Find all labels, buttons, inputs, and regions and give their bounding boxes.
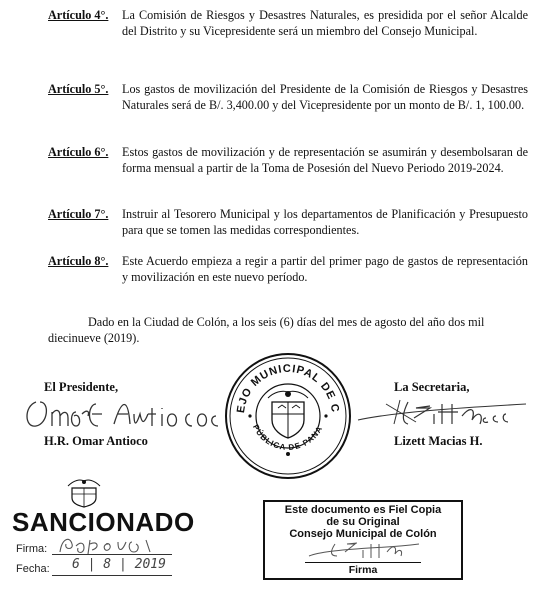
article-label: Artículo 7°. [48, 207, 109, 221]
secretary-signature [356, 392, 532, 432]
article-7 [48, 207, 528, 238]
stamp-line-1: Este documento es Fiel Copia [284, 504, 442, 516]
stamp-firma-line [305, 562, 421, 563]
stamp-signature [305, 538, 425, 560]
sanctioned-word: SANCIONADO [12, 507, 195, 537]
article-text: Los gastos de movilización del Presidente de la Comisión de Riesgos y Desastres Naturales será de B/. 3,400.00 y del Vicepresidente por un monto de B/. 1, 100.00. [122, 82, 528, 112]
firma-label: Firma: [16, 543, 48, 555]
sanctioned-stamp [12, 480, 212, 590]
president-title: El Presidente, [44, 380, 119, 394]
article-label: Artículo 8°. [48, 254, 109, 268]
secretary-title: La Secretaria, [394, 380, 470, 394]
stamp-line-2: de su Original [326, 516, 400, 528]
article-5 [48, 82, 528, 113]
coat-of-arms-icon [64, 478, 104, 508]
seal-bottom-text: PÚBLICA DE PANA [250, 423, 325, 452]
president-name: H.R. Omar Antioco [44, 434, 148, 448]
article-label: Artículo 5°. [48, 82, 109, 96]
article-label: Artículo 4°. [48, 8, 109, 22]
article-text: Instruir al Tesorero Municipal y los departamentos de Planificación y Presupuesto para que se tomen las medidas correspondientes. [122, 207, 528, 237]
article-text: La Comisión de Riesgos y Desastres Naturales, es presidida por el señor Alcalde del Distrito y su Vicepresidente será un miembro del Consejo Municipal. [122, 8, 528, 38]
article-4 [48, 8, 528, 39]
president-signature [22, 394, 232, 434]
article-label: Artículo 6°. [48, 145, 109, 159]
article-6 [48, 145, 528, 176]
fecha-written: 6 | 8 | 2019 [72, 557, 166, 572]
stamp-line-3: Consejo Municipal de Colón [289, 528, 437, 540]
article-text: Este Acuerdo empieza a regir a partir del primer pago de gastos de representación y movilización en este nuevo período. [122, 254, 528, 284]
article-text: Estos gastos de movilización y de representación se asumirán y desembolsaran de forma mensual a partir de la Toma de Posesión del Nuevo Periodo 2019-2024. [122, 145, 528, 175]
true-copy-stamp [263, 500, 463, 580]
article-8 [48, 254, 528, 285]
fecha-label: Fecha: [16, 563, 50, 575]
sanctioned-signature [56, 532, 166, 556]
given-paragraph: Dado en la Ciudad de Colón, a los seis (6) días del mes de agosto del año dos mil diecinueve (2019). [48, 315, 485, 345]
svg-text:CONSEJO MUNICIPAL DE COLÓN [222, 350, 341, 414]
seal-top-text: EJO MUNICIPAL DE C [234, 362, 342, 414]
municipal-seal [222, 350, 354, 482]
stamp-firma-label: Firma [348, 564, 378, 576]
fecha-underline [52, 575, 172, 576]
secretary-name: Lizett Macias H. [394, 434, 483, 448]
